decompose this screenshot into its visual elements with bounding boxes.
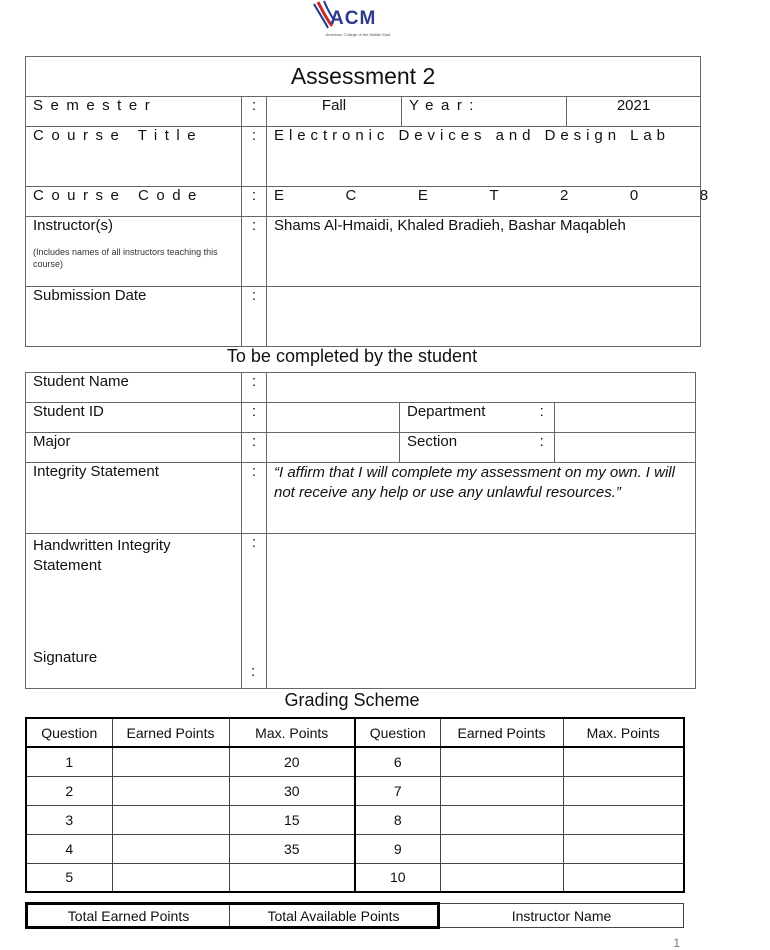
page-number: 1: [673, 936, 680, 950]
grading-header: Earned Points: [112, 718, 229, 747]
student-section-heading: To be completed by the student: [226, 346, 478, 366]
max-points-field[interactable]: [563, 834, 684, 863]
instructor-cell: [26, 217, 242, 287]
assessment-info-table: [25, 56, 770, 347]
max-points-field[interactable]: [563, 776, 684, 805]
year-label: Year:: [402, 97, 567, 127]
course-code-value: ECET208: [267, 187, 701, 217]
major-label: Major: [26, 433, 242, 463]
instructor-name-label: Instructor Name: [439, 904, 684, 928]
grading-header: Question: [26, 718, 112, 747]
semester-label: Semester: [26, 97, 242, 127]
max-points: 15: [229, 805, 355, 834]
colon: :: [242, 187, 267, 217]
colon: :: [242, 287, 267, 347]
grading-row: [26, 863, 684, 892]
instructor-note: (Includes names of all instructors teaching this course): [33, 247, 218, 269]
max-points: 35: [229, 834, 355, 863]
earned-points-field[interactable]: [112, 805, 229, 834]
grading-header: Question: [355, 718, 440, 747]
student-name-label: Student Name: [26, 373, 242, 403]
max-points: 20: [229, 747, 355, 776]
signature-label: Signature: [33, 649, 98, 666]
colon: :: [242, 403, 267, 433]
grading-row: [26, 834, 684, 863]
question-number: 6: [355, 747, 440, 776]
instructor-label: Instructor(s): [33, 217, 114, 234]
question-number: 4: [26, 834, 112, 863]
year-value: 2021: [567, 97, 701, 127]
major-field[interactable]: [267, 433, 400, 463]
student-info-table: [25, 372, 696, 689]
max-points: [229, 863, 355, 892]
semester-value: Fall: [267, 97, 402, 127]
grading-scheme-heading: Grading Scheme: [284, 690, 420, 710]
earned-points-field[interactable]: [112, 863, 229, 892]
question-number: 8: [355, 805, 440, 834]
course-title-value: Electronic Devices and Design Lab: [267, 127, 701, 187]
colon: :: [242, 373, 267, 403]
colon: :: [530, 403, 555, 433]
department-field[interactable]: [555, 403, 696, 433]
section-label: Section: [400, 433, 530, 463]
student-id-label: Student ID: [26, 403, 242, 433]
student-id-field[interactable]: [267, 403, 400, 433]
department-label: Department: [400, 403, 530, 433]
grading-row: [26, 747, 684, 776]
handwritten-cell: [26, 534, 242, 689]
totals-table: [25, 902, 684, 929]
question-number: 5: [26, 863, 112, 892]
grading-row: [26, 776, 684, 805]
colon: :: [242, 433, 267, 463]
earned-points-field[interactable]: [440, 776, 563, 805]
course-code-label: Course Code: [26, 187, 242, 217]
question-number: 1: [26, 747, 112, 776]
earned-points-field[interactable]: [112, 776, 229, 805]
grading-header: Max. Points: [563, 718, 684, 747]
course-title-label: Course Title: [26, 127, 242, 187]
grading-header: Earned Points: [440, 718, 563, 747]
total-available-label: Total Available Points: [230, 904, 439, 928]
colon: :: [242, 97, 267, 127]
colon: :: [242, 217, 267, 287]
grading-table: [25, 717, 685, 893]
question-number: 7: [355, 776, 440, 805]
max-points-field[interactable]: [563, 805, 684, 834]
colon: :: [251, 663, 256, 680]
handwritten-statement-field[interactable]: [267, 534, 696, 689]
colon: :: [242, 463, 267, 534]
colon: :: [242, 127, 267, 187]
question-number: 9: [355, 834, 440, 863]
integrity-statement-label: Integrity Statement: [26, 463, 242, 534]
colon: :: [530, 433, 555, 463]
earned-points-field[interactable]: [112, 834, 229, 863]
question-number: 3: [26, 805, 112, 834]
earned-points-field[interactable]: [440, 805, 563, 834]
submission-date-label: Submission Date: [26, 287, 242, 347]
question-number: 10: [355, 863, 440, 892]
max-points-field[interactable]: [563, 747, 684, 776]
logo-text: ACM: [330, 8, 377, 29]
submission-date-field[interactable]: [267, 287, 701, 347]
page-title: Assessment 2: [26, 57, 701, 97]
earned-points-field[interactable]: [112, 747, 229, 776]
integrity-statement-text: “I affirm that I will complete my assessment on my own. I will not receive any help or use any unlawful resources.”: [267, 463, 696, 534]
max-points: 30: [229, 776, 355, 805]
total-earned-label: Total Earned Points: [27, 904, 230, 928]
earned-points-field[interactable]: [440, 747, 563, 776]
question-number: 2: [26, 776, 112, 805]
instructor-value: Shams Al-Hmaidi, Khaled Bradieh, Bashar Maqableh: [267, 217, 701, 287]
student-name-field[interactable]: [267, 373, 696, 403]
max-points-field[interactable]: [563, 863, 684, 892]
grading-header: Max. Points: [229, 718, 355, 747]
logo-subtitle: American College of the Middle East: [325, 32, 391, 37]
section-field[interactable]: [555, 433, 696, 463]
earned-points-field[interactable]: [440, 863, 563, 892]
earned-points-field[interactable]: [440, 834, 563, 863]
colon: : :: [242, 534, 267, 689]
grading-row: [26, 805, 684, 834]
handwritten-integrity-label: Handwritten Integrity Statement: [33, 537, 171, 574]
